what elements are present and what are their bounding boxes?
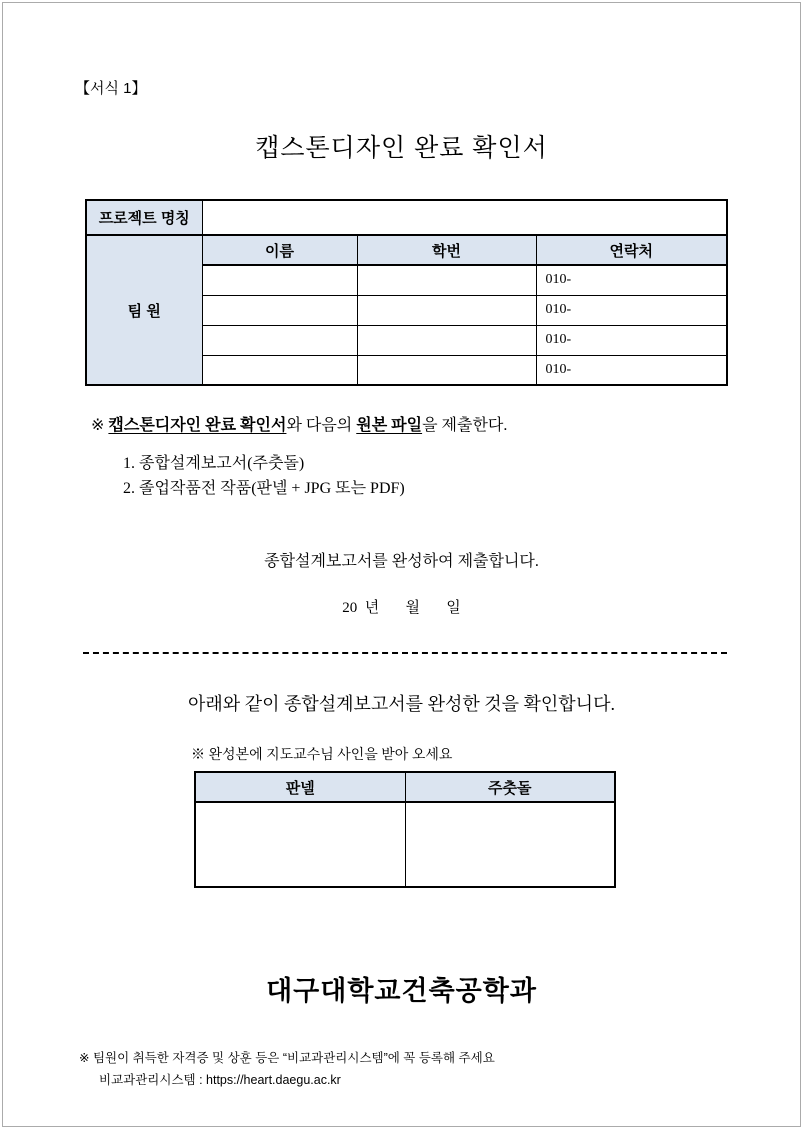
doc-title: 캡스톤디자인 완료 확인서 [255,134,548,162]
member-name-cell[interactable] [202,265,357,295]
member-name-cell[interactable] [202,325,357,355]
system-url[interactable]: https://heart.daegu.ac.kr [206,1073,341,1087]
note-mid: 와 다음의 [286,417,357,434]
member-id-cell[interactable] [357,355,536,385]
col-header-student-id: 학번 [357,235,536,265]
note-tail: 을 제출한다. [422,417,508,434]
col-header-jucutdol: 주춧돌 [405,772,615,802]
note-item: 1. 종합설계보고서(주춧돌) [123,455,305,472]
confirmation-statement: 아래와 같이 종합설계보고서를 완성한 것을 확인합니다. [188,694,615,714]
form-number-label: 【서식 1】 [75,80,147,97]
footer-note-line2 [99,1070,341,1088]
date-line: 20 년 월 일 [342,600,461,616]
member-phone-cell[interactable]: 010- [536,265,727,295]
project-name-label: 프로젝트 명칭 [86,200,202,235]
sign-instruction: ※ 완성본에 지도교수님 사인을 받아 오세요 [191,748,453,763]
col-header-name: 이름 [202,235,357,265]
note-emphasis-2: 원본 파일 [356,417,423,434]
note-marker: ※ [91,417,109,434]
member-phone-cell[interactable]: 010- [536,325,727,355]
sign-table [194,771,616,888]
document-page [2,2,801,1127]
member-id-cell[interactable] [357,265,536,295]
member-id-cell[interactable] [357,325,536,355]
project-name-cell[interactable] [202,200,727,235]
col-header-phone: 연락처 [536,235,727,265]
footer-note-line1: ※ 팀원이 취득한 자격증 및 상훈 등은 “비교과관리시스템”에 꼭 등록해 주세요 [79,1051,495,1065]
member-phone-cell[interactable]: 010- [536,355,727,385]
roster-table [85,199,728,386]
submission-statement: 종합설계보고서를 완성하여 제출합니다. [264,553,539,570]
member-name-cell[interactable] [202,355,357,385]
member-name-cell[interactable] [202,295,357,325]
dashed-divider [83,652,727,654]
member-id-cell[interactable] [357,295,536,325]
note-emphasis-1: 캡스톤디자인 완료 확인서 [108,417,287,434]
jucutdol-sign-cell[interactable] [405,802,615,887]
submission-note [91,412,507,435]
team-members-label: 팀 원 [86,235,202,385]
panel-sign-cell[interactable] [195,802,405,887]
col-header-panel: 판넬 [195,772,405,802]
department-name: 대구대학교건축공학과 [266,976,537,1006]
member-phone-cell[interactable]: 010- [536,295,727,325]
footer-system-label: 비교과관리시스템 : [99,1073,207,1087]
note-item: 2. 졸업작품전 작품(판넬 + JPG 또는 PDF) [123,480,405,497]
